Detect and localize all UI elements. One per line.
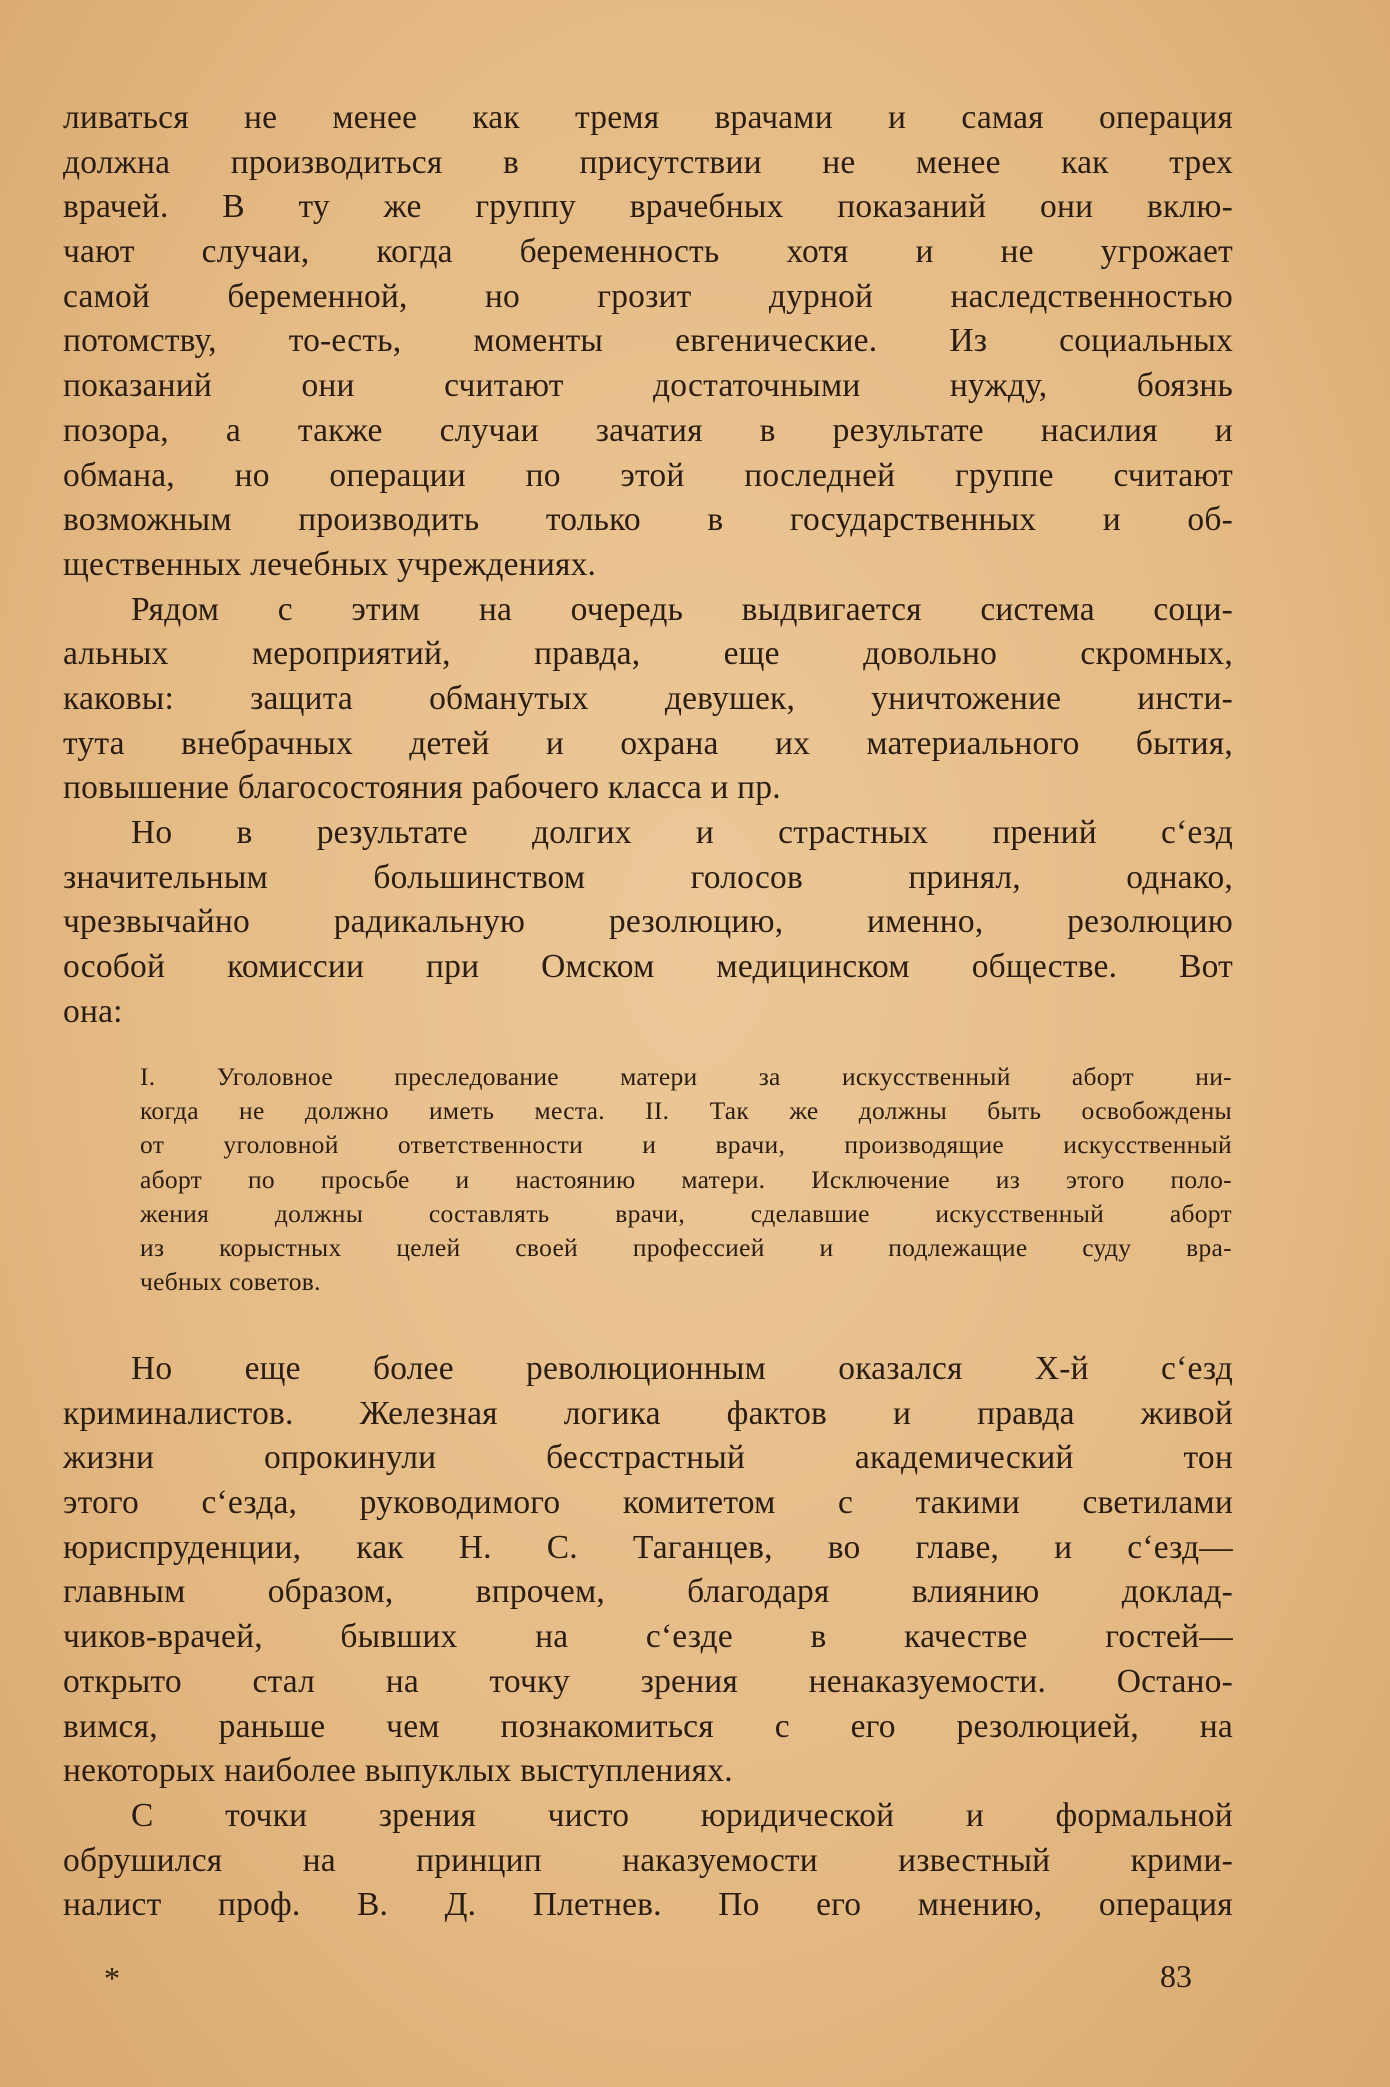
text-line: чрезвычайно радикальную резолюцию, именно, резолюцию (63, 903, 1233, 941)
text-line: жизни опрокинули бесстрастный академический тон (63, 1439, 1233, 1477)
text-line: показаний они считают достаточными нужду, боязнь (63, 367, 1233, 405)
text-line: позора, а также случаи зачатия в результате насилия и (63, 411, 1233, 449)
quote-line: I. Уголовное преследование матери за искусственный аборт ни- (140, 1062, 1232, 1091)
quote-line: жения должны составлять врачи, сделавшие искусственный аборт (140, 1198, 1232, 1228)
quote-line: от уголовной ответственности и врачи, производящие искусственный (140, 1130, 1232, 1160)
text-line: потомству, то-есть, моменты евгенические. Из социальных (63, 322, 1233, 360)
text-line: юриспруденции, как Н. С. Таганцев, во главе, и с‘езд— (63, 1528, 1233, 1566)
page-number: 83 (1160, 1958, 1192, 1994)
text-line: обмана, но операции по этой последней группе считают (63, 456, 1233, 494)
paragraph (63, 96, 1233, 588)
text-line: налист проф. В. Д. Плетнев. По его мнению, операция (63, 1886, 1233, 1924)
text-line: должна производиться в присутствии не менее как трех (63, 143, 1233, 181)
text-line: Но еще более революционным оказался X-й с‘езд (131, 1350, 1233, 1387)
paragraph (63, 1794, 1233, 1928)
text-line: она: (63, 992, 123, 1030)
paragraph (63, 588, 1233, 811)
paragraph (63, 811, 1233, 1034)
quote-line: когда не должно иметь места. II. Так же должны быть освобождены (140, 1096, 1232, 1126)
text-line: криминалистов. Железная логика фактов и правда живой (63, 1394, 1233, 1432)
text-line: повышение благосостояния рабочего класса и пр. (63, 769, 781, 807)
text-line: обрушился на принцип наказуемости известный крими- (63, 1841, 1233, 1879)
text-line: Но в результате долгих и страстных прений с‘езд (131, 814, 1233, 851)
text-line: этого с‘езда, руководимого комитетом с такими светилами (63, 1484, 1233, 1522)
paragraph (63, 1347, 1233, 1794)
text-line: самой беременной, но грозит дурной наследственностью (63, 277, 1233, 315)
text-line: тута внебрачных детей и охрана их материального бытия, (63, 724, 1233, 762)
text-line: ливаться не менее как тремя врачами и самая операция (63, 99, 1233, 136)
text-line: некоторых наиболее выпуклых выступлениях. (63, 1752, 733, 1790)
footer-signature-mark: * (104, 1960, 120, 1996)
text-line: чиков-врачей, бывших на с‘езде в качестве гостей— (63, 1618, 1233, 1656)
text-line: врачей. В ту же группу врачебных показаний они вклю- (63, 188, 1233, 226)
text-line: каковы: защита обманутых девушек, уничтожение инсти- (63, 679, 1233, 717)
text-line: альных мероприятий, правда, еще довольно скромных, (63, 635, 1233, 673)
quote-line: аборт по просьбе и настоянию матери. Исключение из этого поло- (140, 1164, 1232, 1194)
resolution-quote (140, 1060, 1232, 1299)
body-text-bottom (63, 1347, 1233, 1928)
text-line: открыто стал на точку зрения ненаказуемости. Остано- (63, 1662, 1233, 1700)
text-line: щественных лечебных учреждениях. (63, 545, 597, 583)
text-line: вимся, раньше чем познакомиться с его резолюцией, на (63, 1707, 1233, 1745)
text-line: Рядом с этим на очередь выдвигается система соци- (131, 590, 1233, 628)
text-line: С точки зрения чисто юридической и формальной (131, 1796, 1233, 1834)
text-line: чают случаи, когда беременность хотя и не угрожает (63, 233, 1233, 271)
text-line: особой комиссии при Омском медицинском обществе. Вот (63, 948, 1233, 986)
text-line: главным образом, впрочем, благодаря влиянию доклад- (63, 1573, 1233, 1611)
quote-line: чебных советов. (140, 1267, 321, 1297)
body-text-top (63, 96, 1233, 1034)
text-line: значительным большинством голосов принял, однако, (63, 858, 1233, 896)
text-line: возможным производить только в государственных и об- (63, 501, 1233, 539)
quote-line: из корыстных целей своей профессией и подлежащие суду вра- (140, 1232, 1232, 1262)
